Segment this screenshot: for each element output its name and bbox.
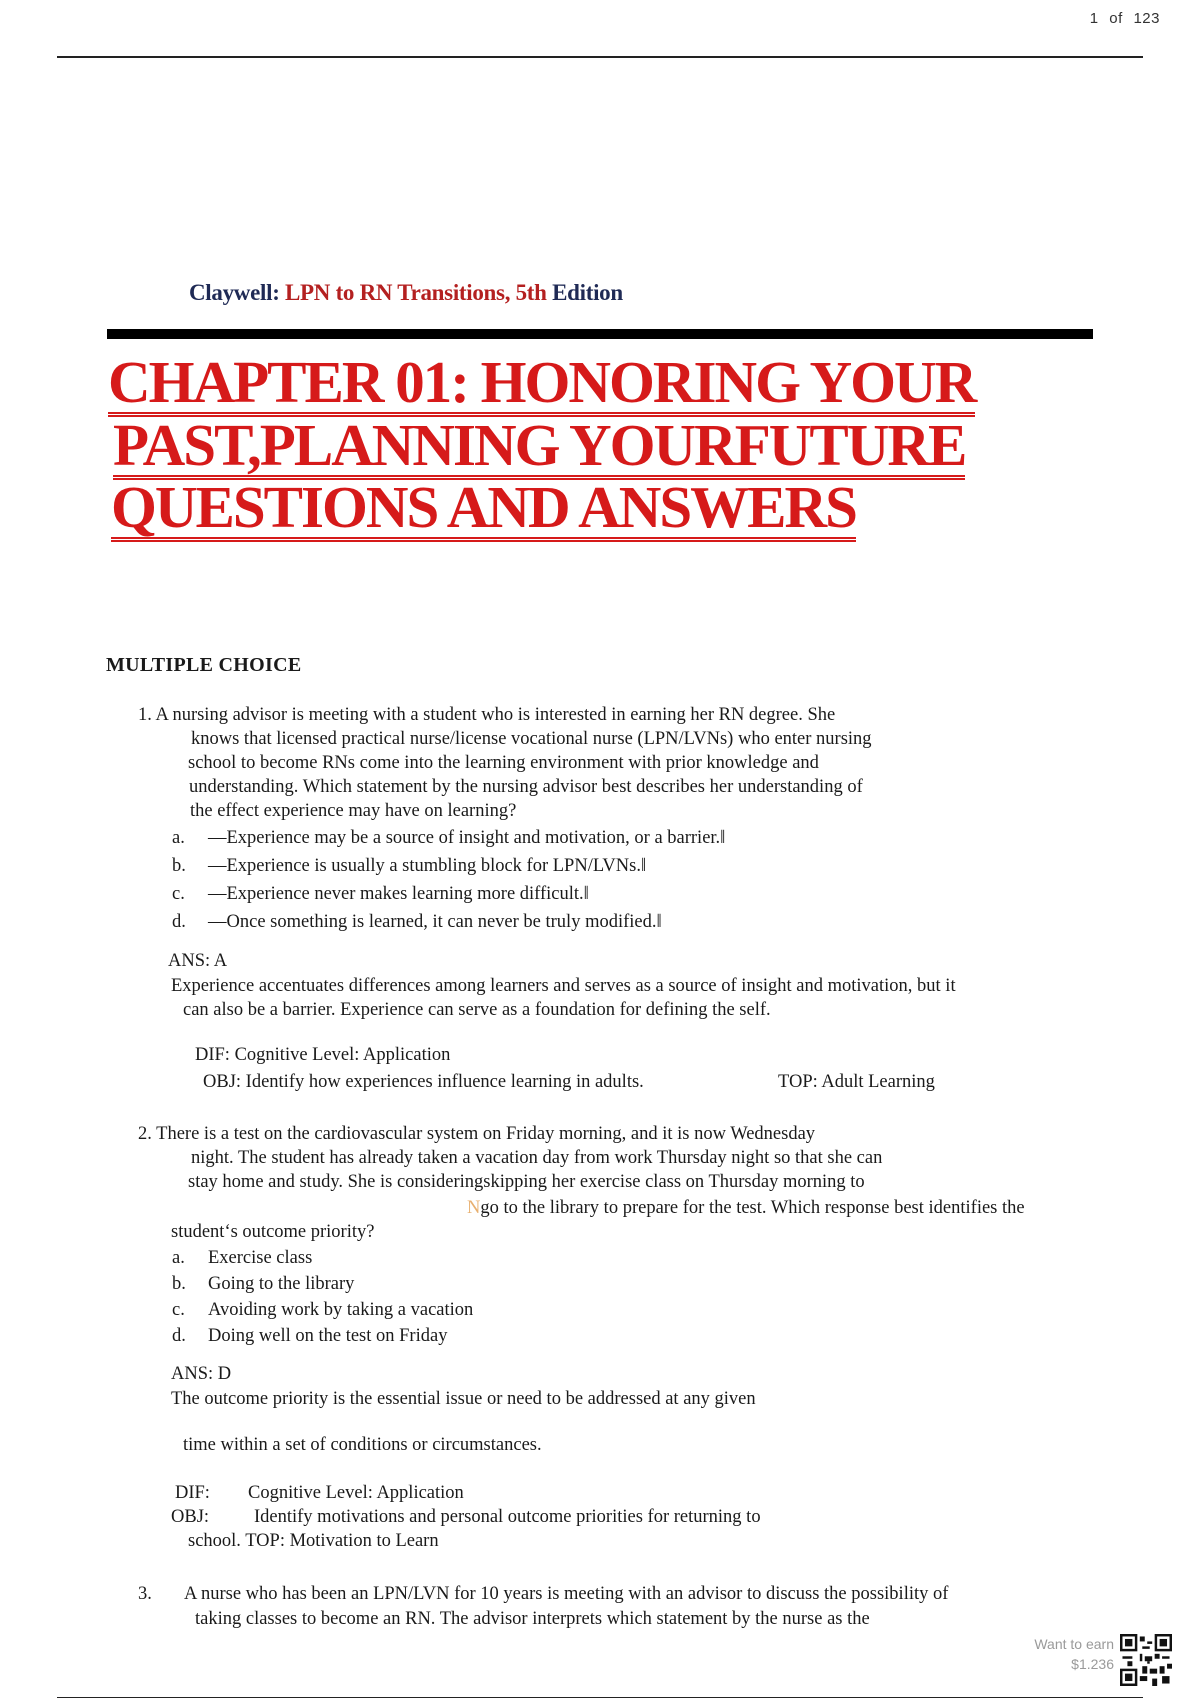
q1-stem-line-1: 1. A nursing advisor is meeting with a student who is interested in earning her RN degree. She: [138, 705, 836, 725]
q1-option-c: [172, 882, 589, 906]
bottom-rule: [57, 1697, 1143, 1698]
earn-promo-amount: $1.236: [1071, 1656, 1114, 1672]
q2-stem-line-3: stay home and study. She is consideringskipping her exercise class on Thursday morning to: [188, 1172, 865, 1192]
q1-topic: TOP: Adult Learning: [778, 1072, 935, 1092]
q1-rationale-line-2: can also be a barrier. Experience can serve as a foundation for defining the self.: [183, 1000, 771, 1020]
option-letter: a.: [172, 828, 185, 848]
q1-option-a: [172, 826, 725, 850]
page-counter: 1 of 123: [1089, 10, 1160, 27]
q3-number: 3.: [138, 1584, 152, 1604]
q1-option-b: [172, 854, 646, 878]
q1-stem-line-3: school to become RNs come into the learning environment with prior knowledge and: [188, 753, 819, 773]
q1-stem-line-4: understanding. Which statement by the nursing advisor best describes her understanding of: [189, 777, 863, 797]
q2-option-c: [172, 1298, 473, 1322]
option-letter: d.: [172, 912, 186, 932]
q1-answer: ANS: A: [168, 951, 228, 971]
chapter-title-line-1: CHAPTER 01: HONORING YOUR: [108, 349, 976, 415]
q1-option-d: [172, 910, 662, 934]
top-rule: [57, 56, 1143, 58]
option-text: —Experience is usually a stumbling block for LPN/LVNs.‖: [208, 856, 647, 876]
stray-character: N: [467, 1198, 481, 1218]
q2-stem-line-4-text: go to the library to prepare for the test. Which response best identifies the: [480, 1198, 1025, 1218]
option-text: —Once something is learned, it can never be truly modified.‖: [208, 912, 662, 932]
q2-stem-line-2: night. The student has already taken a vacation day from work Thursday night so that she can: [191, 1148, 883, 1168]
book-author: Claywell:: [189, 280, 280, 305]
q2-option-b: [172, 1272, 354, 1296]
book-title: [189, 280, 623, 306]
book-edition: Edition: [552, 280, 623, 305]
option-text: —Experience never makes learning more difficult.‖: [208, 884, 589, 904]
chapter-title-line-3: QUESTIONS AND ANSWERS: [111, 474, 856, 540]
q2-option-a: [172, 1246, 312, 1270]
qr-code-icon[interactable]: [1120, 1634, 1172, 1686]
q2-objective-topic: school. TOP: Motivation to Learn: [188, 1531, 439, 1551]
option-text: Doing well on the test on Friday: [208, 1326, 448, 1346]
q1-objective: OBJ: Identify how experiences influence learning in adults.: [203, 1072, 644, 1092]
earn-promo-line-1: Want to earn: [1034, 1636, 1114, 1652]
earn-promo[interactable]: [1034, 1634, 1114, 1674]
title-rule: [107, 329, 1093, 339]
q2-difficulty-label: DIF:: [175, 1483, 210, 1503]
q3-stem-line-2: taking classes to become an RN. The advisor interprets which statement by the nurse as the: [195, 1609, 870, 1629]
q2-option-d: [172, 1324, 447, 1348]
option-letter: b.: [172, 1274, 186, 1294]
chapter-title-line-2: PAST,PLANNING YOURFUTURE: [113, 412, 966, 478]
option-letter: d.: [172, 1326, 186, 1346]
q2-stem-line-1: 2. There is a test on the cardiovascular system on Friday morning, and it is now Wednesday: [138, 1124, 816, 1144]
option-text: —Experience may be a source of insight and motivation, or a barrier.‖: [208, 828, 726, 848]
section-heading: MULTIPLE CHOICE: [106, 654, 302, 676]
option-letter: b.: [172, 856, 186, 876]
book-name: LPN to RN Transitions, 5th: [285, 280, 547, 305]
q2-rationale-line-2: time within a set of conditions or circumstances.: [183, 1435, 542, 1455]
option-text: Avoiding work by taking a vacation: [208, 1300, 474, 1320]
q2-objective-label: OBJ:: [171, 1507, 210, 1527]
q2-stem-line-5: student‘s outcome priority?: [171, 1222, 375, 1242]
q2-objective: Identify motivations and personal outcome priorities for returning to: [254, 1507, 761, 1527]
option-text: Going to the library: [208, 1274, 355, 1294]
q1-rationale-line-1: Experience accentuates differences among learners and serves as a source of insight and motivation, but it: [171, 976, 956, 996]
option-text: Exercise class: [208, 1248, 313, 1268]
option-letter: c.: [172, 884, 185, 904]
q2-answer: ANS: D: [171, 1364, 232, 1384]
q2-rationale-line-1: The outcome priority is the essential issue or need to be addressed at any given: [171, 1389, 756, 1409]
q2-difficulty: Cognitive Level: Application: [248, 1483, 464, 1503]
q1-stem-line-5: the effect experience may have on learning?: [190, 801, 517, 821]
q1-difficulty: DIF: Cognitive Level: Application: [195, 1045, 451, 1065]
option-letter: c.: [172, 1300, 185, 1320]
option-letter: a.: [172, 1248, 185, 1268]
q3-stem-line-1: A nurse who has been an LPN/LVN for 10 years is meeting with an advisor to discuss the possibility of: [184, 1584, 949, 1604]
q2-stem-line-4: [467, 1196, 1025, 1220]
q1-stem-line-2: knows that licensed practical nurse/license vocational nurse (LPN/LVNs) who enter nursing: [191, 729, 872, 749]
